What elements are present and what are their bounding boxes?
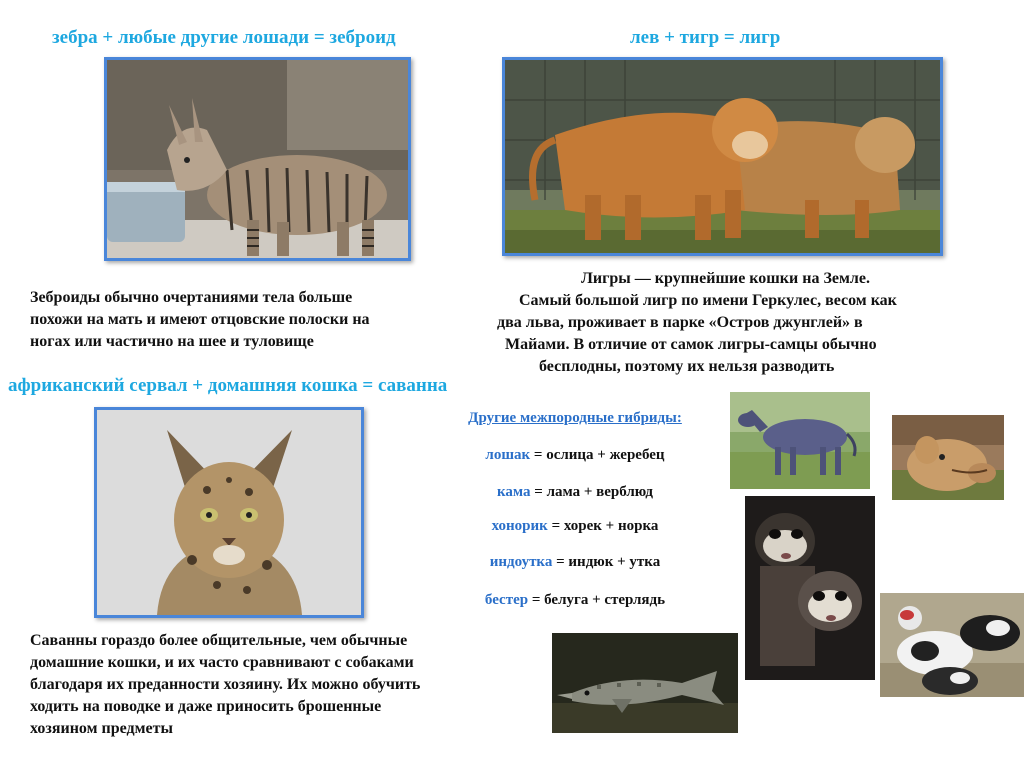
mule-photo	[730, 392, 870, 489]
liger-description	[497, 268, 972, 378]
text-line: ногах или частично на шее и туловище	[30, 333, 314, 350]
hybrid-item	[410, 484, 740, 501]
hybrid-name: лошак	[485, 447, 531, 463]
hybrid-formula: = индюк + утка	[552, 554, 661, 570]
liger-photo	[505, 60, 940, 253]
hybrid-item	[410, 518, 740, 535]
text-line: два льва, проживает в парке «Остров джунглей» в	[497, 314, 863, 331]
text-line: благодаря их преданности хозяину. Их можно обучить	[30, 676, 421, 693]
hybrid-item	[410, 447, 740, 464]
hybrid-formula: = лама + верблюд	[530, 484, 653, 500]
savannah-title: африканский сервал + домашняя кошка = саванна	[8, 375, 448, 396]
hybrid-name: бестер	[484, 592, 529, 608]
bester-photo	[552, 633, 738, 733]
text-line: Самый большой лигр по имени Геркулес, весом как	[519, 292, 897, 309]
zebroid-title: зебра + любые другие лошади = зеброид	[52, 27, 396, 48]
zebroid-photo	[107, 60, 408, 258]
hybrid-name: индоутка	[489, 554, 553, 570]
savannah-photo	[97, 410, 361, 615]
text-line: Майами. В отличие от самок лигры-самцы обычно	[505, 336, 877, 353]
liger-title: лев + тигр = лигр	[630, 27, 781, 48]
text-line: похожи на мать и имеют отцовские полоски на	[30, 311, 370, 328]
honorik-photo	[745, 496, 875, 680]
indoutka-photo	[880, 593, 1024, 697]
text-line: Зеброиды обычно очертаниями тела больше	[30, 289, 353, 306]
zebroid-description	[30, 287, 470, 353]
text-line: Лигры — крупнейшие кошки на Земле.	[581, 270, 870, 287]
hybrid-formula: = ослица + жеребец	[530, 447, 665, 463]
hybrid-formula: = белуга + стерлядь	[528, 592, 666, 608]
hybrid-name: кама	[497, 484, 531, 500]
hybrid-name: хонорик	[491, 518, 548, 534]
text-line: ходить на поводке и даже приносить брошенные	[30, 698, 382, 715]
text-line: Саванны гораздо более общительные, чем обычные	[30, 632, 408, 649]
hybrid-item	[410, 592, 740, 609]
hybrid-item	[410, 554, 740, 571]
hybrid-formula: = хорек + норка	[547, 518, 659, 534]
text-line: бесплодны, поэтому их нельзя разводить	[539, 358, 835, 375]
cama-photo	[892, 415, 1004, 500]
text-line: домашние кошки, и их часто сравнивают с собаками	[30, 654, 414, 671]
hybrids-heading: Другие межпородные гибриды:	[468, 410, 682, 426]
savannah-description	[30, 630, 530, 740]
text-line: хозяином предметы	[30, 720, 173, 737]
